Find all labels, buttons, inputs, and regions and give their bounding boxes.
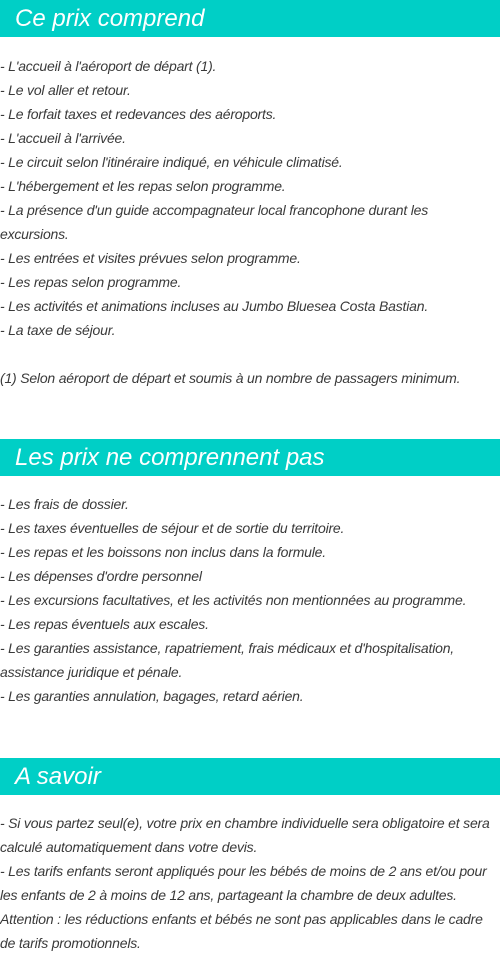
list-item: - L'accueil à l'arrivée. <box>0 130 126 146</box>
list-item: - Les repas selon programme. <box>0 274 182 290</box>
list-item: - La présence d'un guide accompagnateur local francophone durant les excursions. <box>0 202 429 242</box>
list-item: - L'hébergement et les repas selon programme. <box>0 178 286 194</box>
list-item: - Les garanties annulation, bagages, retard aérien. <box>0 688 304 704</box>
list-item: - Le forfait taxes et redevances des aéroports. <box>0 106 277 122</box>
included-list <box>0 54 500 390</box>
list-item: - Les excursions facultatives, et les activités non mentionnées au programme. <box>0 592 467 608</box>
list-item: - Les taxes éventuelles de séjour et de sortie du territoire. <box>0 520 345 536</box>
good-to-know-list <box>0 811 500 955</box>
list-item: - Les frais de dossier. <box>0 496 129 512</box>
list-item: - Les tarifs enfants seront appliqués pour les bébés de moins de 2 ans et/ou pour les enfants de 2 à moins de 12 ans, partageant la chambre de deux adultes. <box>0 863 487 903</box>
list-item: - Les repas éventuels aux escales. <box>0 616 209 632</box>
spacer <box>0 342 500 366</box>
section-title-not-included: Les prix ne comprennent pas <box>0 439 500 476</box>
list-item: - Les entrées et visites prévues selon programme. <box>0 250 301 266</box>
list-item: - Les repas et les boissons non inclus dans la formule. <box>0 544 326 560</box>
list-item: Attention : les réductions enfants et bébés ne sont pas applicables dans le cadre de tarifs promotionnels. <box>0 911 483 951</box>
list-item: - Les activités et animations incluses au Jumbo Bluesea Costa Bastian. <box>0 298 429 314</box>
section-title-good-to-know: A savoir <box>0 758 500 795</box>
list-item: - Le circuit selon l'itinéraire indiqué, en véhicule climatisé. <box>0 154 343 170</box>
list-item: - Le vol aller et retour. <box>0 82 131 98</box>
list-item: - Si vous partez seul(e), votre prix en chambre individuelle sera obligatoire et sera calculé automatiquement dans votre devis. <box>0 815 490 855</box>
section-title-included: Ce prix comprend <box>0 0 500 37</box>
list-item: - Les dépenses d'ordre personnel <box>0 568 202 584</box>
list-item: - L'accueil à l'aéroport de départ (1). <box>0 58 217 74</box>
footnote: (1) Selon aéroport de départ et soumis à un nombre de passagers minimum. <box>0 370 461 386</box>
list-item: - La taxe de séjour. <box>0 322 116 338</box>
list-item: - Les garanties assistance, rapatriement, frais médicaux et d'hospitalisation, assistance juridique et pénale. <box>0 640 454 680</box>
not-included-list <box>0 492 500 708</box>
